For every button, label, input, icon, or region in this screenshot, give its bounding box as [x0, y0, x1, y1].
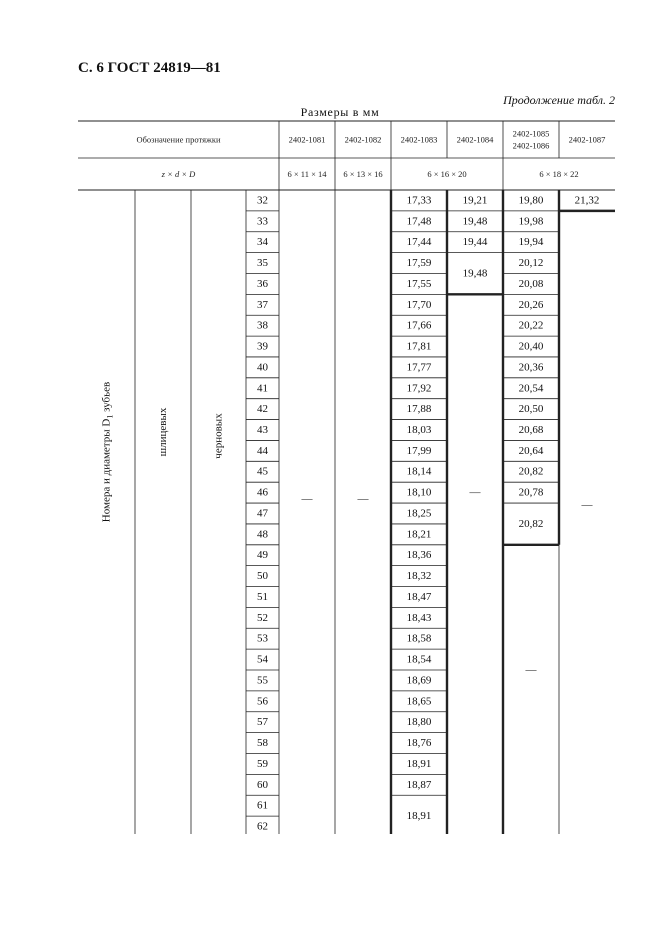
broach-code-header: 2402-1084 — [456, 134, 494, 145]
tooth-number: 47 — [257, 507, 268, 520]
tooth-number: 35 — [257, 257, 268, 270]
size-header: 6 × 13 × 16 — [343, 169, 383, 179]
diameter-2402-1085: 20,50 — [518, 403, 544, 416]
size-header: 6 × 18 × 22 — [539, 169, 579, 179]
type-label: шлицевых — [157, 407, 169, 457]
diameter-2402-1083: 17,66 — [406, 319, 432, 332]
tooth-number: 39 — [257, 340, 268, 353]
diameter-2402-1083: 17,48 — [406, 215, 432, 228]
broach-code-header: 2402-1083 — [400, 134, 438, 145]
dash-2402-1084: — — [469, 486, 481, 499]
diameter-2402-1083: 18,54 — [406, 653, 432, 666]
diameter-2402-1083: 18,58 — [406, 632, 432, 645]
diameter-2402-1083: 18,91 — [406, 757, 432, 770]
diameter-2402-1084: 19,44 — [462, 236, 488, 249]
tooth-number: 37 — [257, 298, 268, 311]
diameter-2402-1083: 17,44 — [406, 236, 432, 249]
tooth-number: 40 — [257, 361, 268, 374]
diameter-2402-1083: 17,92 — [406, 382, 432, 395]
broach-code-header: 2402-1085 — [512, 128, 550, 139]
tooth-number: 59 — [257, 757, 268, 770]
tooth-number: 45 — [257, 465, 268, 478]
diameter-2402-1083: 17,77 — [406, 361, 432, 374]
tooth-number: 46 — [257, 486, 268, 499]
diameter-2402-1085: 20,78 — [518, 486, 544, 499]
diameter-2402-1083: 18,10 — [406, 486, 432, 499]
designation-header: Обозначение протяжки — [136, 134, 221, 145]
broach-code-header: 2402-1082 — [344, 134, 382, 145]
diameter-2402-1083: 18,25 — [406, 507, 432, 520]
diameter-2402-1085-merged: 20,82 — [518, 517, 544, 530]
diameter-2402-1083: 17,81 — [406, 340, 432, 353]
subtype-label: черновых — [212, 413, 225, 459]
diameter-2402-1085: 20,82 — [518, 465, 544, 478]
diameter-2402-1083: 17,70 — [406, 298, 432, 311]
diameter-2402-1087: 21,32 — [574, 194, 600, 207]
tooth-number: 42 — [257, 403, 268, 416]
tooth-number: 48 — [257, 528, 268, 541]
group-label: Номера и диаметры $D_1$ зубьев — [100, 381, 114, 523]
diameter-2402-1085: 20,12 — [518, 257, 544, 270]
diameter-2402-1083: 18,87 — [406, 778, 432, 791]
formula-header: z × d × D — [161, 169, 196, 179]
diameter-2402-1083: 18,03 — [406, 424, 432, 437]
diameter-2402-1085: 19,80 — [518, 194, 544, 207]
dash-2402-1082: — — [357, 493, 369, 505]
diameter-2402-1085: 20,40 — [518, 340, 544, 353]
tooth-number: 50 — [257, 570, 268, 583]
diameter-2402-1085: 20,68 — [518, 424, 544, 437]
tooth-number: 44 — [257, 444, 268, 457]
diameter-2402-1083: 18,80 — [406, 716, 432, 729]
broach-code-header: 2402-1081 — [288, 134, 326, 145]
tooth-number: 36 — [257, 277, 268, 290]
page-title: С. 6 ГОСТ 24819—81 — [78, 60, 221, 76]
dash-2402-1085: — — [525, 664, 537, 677]
tooth-number: 57 — [257, 716, 268, 729]
diameter-2402-1083: 17,55 — [406, 277, 432, 290]
tooth-number: 62 — [257, 820, 268, 833]
diameter-2402-1083: 18,47 — [406, 590, 432, 603]
diameter-2402-1084-merged: 19,48 — [462, 267, 488, 280]
diameter-2402-1085: 19,94 — [518, 236, 544, 249]
tooth-number: 56 — [257, 695, 268, 708]
diameter-2402-1083: 18,69 — [406, 674, 432, 687]
tooth-number: 55 — [257, 674, 268, 687]
tooth-number: 34 — [257, 236, 268, 249]
diameter-2402-1083: 17,99 — [406, 444, 432, 457]
diameter-2402-1083: 17,88 — [406, 403, 432, 416]
table-continuation-note: Продолжение табл. 2 — [503, 93, 615, 107]
tooth-number: 61 — [257, 799, 268, 812]
diameter-2402-1083: 17,33 — [406, 194, 432, 207]
diameter-2402-1085: 20,64 — [518, 444, 544, 457]
size-header: 6 × 11 × 14 — [287, 169, 327, 179]
tooth-number: 43 — [257, 424, 268, 437]
tooth-number: 49 — [257, 549, 268, 562]
diameter-2402-1083: 18,14 — [406, 465, 432, 478]
tooth-number: 33 — [257, 215, 268, 228]
tooth-number: 60 — [257, 778, 268, 791]
diameter-2402-1084: 19,48 — [462, 215, 488, 228]
diameter-2402-1083: 18,36 — [406, 549, 432, 562]
diameter-2402-1085: 19,98 — [518, 215, 544, 228]
diameter-2402-1083: 18,65 — [406, 695, 432, 708]
diameter-2402-1084: 19,21 — [462, 194, 488, 207]
tooth-number: 54 — [257, 653, 268, 666]
tooth-number: 32 — [257, 194, 268, 207]
tooth-number: 52 — [257, 611, 268, 624]
diameter-2402-1083: 18,32 — [406, 570, 432, 583]
diameter-2402-1083: 18,43 — [406, 611, 432, 624]
units-caption: Размеры в мм — [300, 105, 380, 119]
tooth-number: 51 — [257, 590, 268, 603]
broach-code-header: 2402-1086 — [512, 140, 550, 151]
diameter-2402-1083: 18,21 — [406, 528, 432, 541]
diameter-2402-1085: 20,08 — [518, 277, 544, 290]
diameter-2402-1085: 20,36 — [518, 361, 544, 374]
diameter-2402-1083: 18,91 — [406, 810, 432, 823]
diameter-2402-1085: 20,26 — [518, 298, 544, 311]
diameter-2402-1083: 18,76 — [406, 737, 432, 750]
tooth-number: 38 — [257, 319, 268, 332]
tooth-number: 58 — [257, 737, 268, 750]
dash-2402-1087: — — [581, 499, 593, 511]
tooth-number: 53 — [257, 632, 268, 645]
dash-2402-1081: — — [301, 493, 313, 505]
tooth-number: 41 — [257, 382, 268, 395]
size-header: 6 × 16 × 20 — [427, 169, 467, 179]
diameter-2402-1085: 20,22 — [518, 319, 544, 332]
diameter-2402-1085: 20,54 — [518, 382, 544, 395]
broach-code-header: 2402-1087 — [568, 134, 606, 145]
diameter-2402-1083: 17,59 — [406, 257, 432, 270]
